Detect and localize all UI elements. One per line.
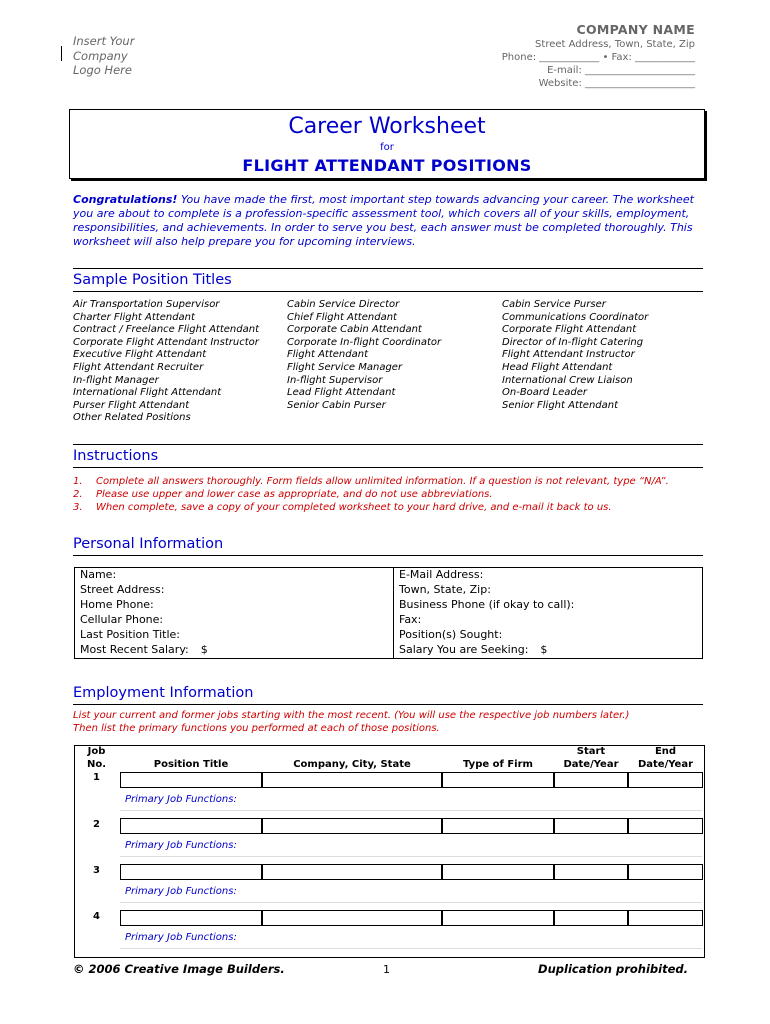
- firm-type-field[interactable]: [442, 864, 554, 880]
- position-title-item: International Flight Attendant: [73, 387, 222, 399]
- titles-column-3: [502, 299, 648, 412]
- end-date-field[interactable]: [628, 818, 703, 834]
- primary-job-functions-field[interactable]: Primary Job Functions:: [120, 886, 702, 903]
- end-date-field[interactable]: [628, 772, 703, 788]
- position-title-item: Purser Flight Attendant: [73, 399, 190, 411]
- personal-info-row: [75, 643, 703, 659]
- employment-note-line: List your current and former jobs starting with the most recent. (You will use the respective job numbers later.): [73, 710, 630, 721]
- employment-job-row: [74, 862, 703, 908]
- page-number: 1: [383, 963, 390, 976]
- employment-job-row: [74, 772, 703, 816]
- personal-field-right[interactable]: [394, 568, 703, 584]
- position-title-item: Other Related Positions: [73, 412, 191, 424]
- start-date-field[interactable]: [554, 910, 628, 926]
- col-header-job-no: [74, 745, 119, 771]
- header-text: Date/Year: [563, 759, 619, 770]
- position-title-item: Chief Flight Attendant: [287, 311, 397, 323]
- position-title-item: Director of In-flight Catering: [502, 336, 644, 348]
- firm-type-field[interactable]: [442, 818, 554, 834]
- logo-placeholder[interactable]: [73, 34, 183, 78]
- position-title-item: Charter Flight Attendant: [73, 311, 195, 323]
- company-name: COMPANY NAME: [576, 22, 695, 37]
- position-title-item: In-flight Supervisor: [287, 374, 383, 386]
- field-label: Most Recent Salary:: [80, 643, 189, 656]
- personal-info-row: [75, 598, 703, 613]
- employment-table: [74, 745, 703, 954]
- job-number: 1: [93, 772, 100, 783]
- company-field[interactable]: [262, 772, 442, 788]
- personal-field-left[interactable]: [75, 583, 394, 598]
- col-header-firm: Type of Firm: [463, 759, 533, 770]
- personal-field-left[interactable]: [75, 613, 394, 628]
- instruction-item: [73, 501, 703, 514]
- position-title-item: Senior Flight Attendant: [502, 399, 619, 411]
- field-label: Cellular Phone:: [80, 613, 164, 626]
- employment-header-row: [74, 745, 703, 772]
- personal-field-right[interactable]: [394, 583, 703, 598]
- position-title-item: Air Transportation Supervisor: [73, 299, 220, 310]
- section-heading-employment: Employment Information: [73, 684, 703, 705]
- header-text: Job: [87, 746, 106, 757]
- personal-field-right[interactable]: [394, 613, 703, 628]
- titles-column-1: [73, 299, 259, 425]
- job-number: 2: [93, 819, 100, 830]
- personal-info-table: [74, 567, 703, 659]
- position-title-item: Cabin Service Director: [287, 299, 400, 310]
- position-title-item: Corporate Flight Attendant: [502, 324, 637, 336]
- employment-rows: [74, 772, 703, 954]
- position-title-item: Communications Coordinator: [502, 311, 649, 323]
- position-title-item: Flight Service Manager: [287, 361, 403, 373]
- col-header-position: Position Title: [153, 759, 229, 770]
- company-info: [502, 22, 695, 90]
- field-label: Last Position Title:: [80, 628, 181, 641]
- end-date-field[interactable]: [628, 864, 703, 880]
- position-title-field[interactable]: [120, 772, 262, 788]
- logo-line: Company: [73, 48, 128, 63]
- company-phone-fax: Phone: ____________ • Fax: ____________: [501, 52, 695, 63]
- employment-job-row: [74, 908, 703, 954]
- field-label: Business Phone (if okay to call):: [399, 598, 575, 611]
- page-subtitle: FLIGHT ATTENDANT POSITIONS: [242, 156, 532, 175]
- field-label: Position(s) Sought:: [399, 628, 503, 641]
- personal-field-right[interactable]: [394, 643, 703, 659]
- intro-text: You have made the first, most important step towards advancing your career. The worksheet you are about to complete is a profession-specific assessment tool, which covers all of your skills, employment, responsibilities, and achievements. In order to serve you best, each answer must be completed thoroughly. This worksheet will also help prepare you for upcoming interviews.: [73, 193, 694, 248]
- employment-note: [73, 710, 629, 735]
- logo-line: Logo Here: [73, 63, 132, 77]
- field-label: Street Address:: [80, 583, 165, 596]
- section-heading-personal: Personal Information: [73, 535, 703, 556]
- position-title-item: Corporate In-flight Coordinator: [287, 336, 442, 348]
- position-title-item: Executive Flight Attendant: [73, 349, 207, 361]
- footer-notice: Duplication prohibited.: [538, 962, 688, 976]
- page-title: Career Worksheet: [288, 114, 486, 139]
- employment-note-line: Then list the primary functions you performed at each of those positions.: [73, 722, 440, 734]
- field-label: Fax:: [399, 613, 422, 626]
- personal-field-right[interactable]: [394, 628, 703, 643]
- company-field[interactable]: [262, 910, 442, 926]
- title-box: [69, 109, 705, 179]
- logo-line: Insert Your: [73, 34, 135, 48]
- company-address: Street Address, Town, State, Zip: [535, 39, 695, 50]
- titles-column-2: [287, 299, 441, 412]
- company-website: Website: ______________________: [538, 78, 695, 89]
- col-header-company: Company, City, State: [293, 759, 411, 770]
- section-rule: [73, 444, 703, 445]
- personal-field-left[interactable]: [75, 598, 394, 613]
- position-title-item: In-flight Manager: [73, 374, 159, 386]
- intro-paragraph: [73, 193, 705, 249]
- cursor-bar: [61, 46, 62, 61]
- header-text: No.: [86, 759, 107, 770]
- personal-info-row: [75, 568, 703, 584]
- header-text: Date/Year: [637, 759, 694, 770]
- instruction-number: 3.: [73, 502, 83, 513]
- personal-field-left[interactable]: [75, 643, 394, 659]
- instruction-text: When complete, save a copy of your completed worksheet to your hard drive, and e-mail it back to us.: [96, 502, 612, 513]
- company-field[interactable]: [262, 818, 442, 834]
- position-title-item: Lead Flight Attendant: [287, 387, 396, 399]
- instructions-list: [73, 475, 703, 514]
- start-date-field[interactable]: [554, 818, 628, 834]
- currency-symbol: $: [200, 643, 208, 656]
- title-for: for: [380, 142, 394, 153]
- currency-symbol: $: [540, 643, 548, 656]
- personal-field-left[interactable]: [75, 568, 394, 584]
- position-title-item: Senior Cabin Purser: [287, 399, 386, 411]
- instruction-item: [73, 488, 703, 501]
- field-label: E-Mail Address:: [399, 568, 484, 581]
- start-date-field[interactable]: [554, 772, 628, 788]
- primary-job-functions-field[interactable]: Primary Job Functions:: [120, 794, 702, 811]
- firm-type-field[interactable]: [442, 910, 554, 926]
- position-title-item: Flight Attendant Recruiter: [73, 361, 204, 373]
- position-title-item: Flight Attendant Instructor: [502, 349, 635, 361]
- footer-copyright: © 2006 Creative Image Builders.: [73, 962, 285, 976]
- position-title-item: International Crew Liaison: [502, 374, 633, 386]
- instruction-number: 1.: [73, 476, 83, 487]
- start-date-field[interactable]: [554, 864, 628, 880]
- job-number: 3: [93, 865, 100, 876]
- field-label: Town, State, Zip:: [399, 583, 491, 596]
- col-header-end: [628, 745, 703, 771]
- col-header-start: [554, 745, 628, 771]
- header-text: Start: [576, 746, 606, 757]
- personal-info-row: [75, 583, 703, 598]
- position-title-item: Head Flight Attendant: [502, 361, 613, 373]
- position-title-item: Corporate Flight Attendant Instructor: [73, 336, 259, 348]
- firm-type-field[interactable]: [442, 772, 554, 788]
- field-label: Name:: [80, 568, 117, 581]
- instruction-number: 2.: [73, 489, 83, 500]
- field-label: Salary You are Seeking:: [399, 643, 529, 656]
- position-title-field[interactable]: [120, 818, 262, 834]
- position-title-item: Flight Attendant: [287, 349, 369, 361]
- position-title-item: Contract / Freelance Flight Attendant: [73, 324, 259, 336]
- instruction-text: Complete all answers thoroughly. Form fields allow unlimited information. If a question is not relevant, type “N/A”.: [96, 476, 669, 487]
- primary-job-functions-field[interactable]: Primary Job Functions:: [120, 840, 702, 857]
- personal-field-right[interactable]: [394, 598, 703, 613]
- employment-job-row: [74, 816, 703, 862]
- position-title-field[interactable]: [120, 910, 262, 926]
- company-email: E-mail: ______________________: [547, 65, 695, 76]
- section-heading-instructions: Instructions: [73, 447, 703, 468]
- section-rule: [73, 268, 703, 269]
- personal-info-row: [75, 613, 703, 628]
- personal-field-left[interactable]: [75, 628, 394, 643]
- intro-lead: Congratulations!: [73, 193, 178, 206]
- position-title-item: Corporate Cabin Attendant: [287, 324, 422, 336]
- instruction-text: Please use upper and lower case as appropriate, and do not use abbreviations.: [96, 489, 493, 500]
- position-title-item: On-Board Leader: [502, 387, 588, 399]
- instruction-item: [73, 475, 703, 488]
- section-heading-sample-titles: Sample Position Titles: [73, 271, 703, 292]
- personal-info-row: [75, 628, 703, 643]
- position-title-item: Cabin Service Purser: [502, 299, 606, 310]
- field-label: Home Phone:: [80, 598, 154, 611]
- company-field[interactable]: [262, 864, 442, 880]
- header-text: End: [654, 746, 677, 757]
- end-date-field[interactable]: [628, 910, 703, 926]
- primary-job-functions-field[interactable]: Primary Job Functions:: [120, 932, 702, 949]
- position-title-field[interactable]: [120, 864, 262, 880]
- job-number: 4: [93, 911, 100, 922]
